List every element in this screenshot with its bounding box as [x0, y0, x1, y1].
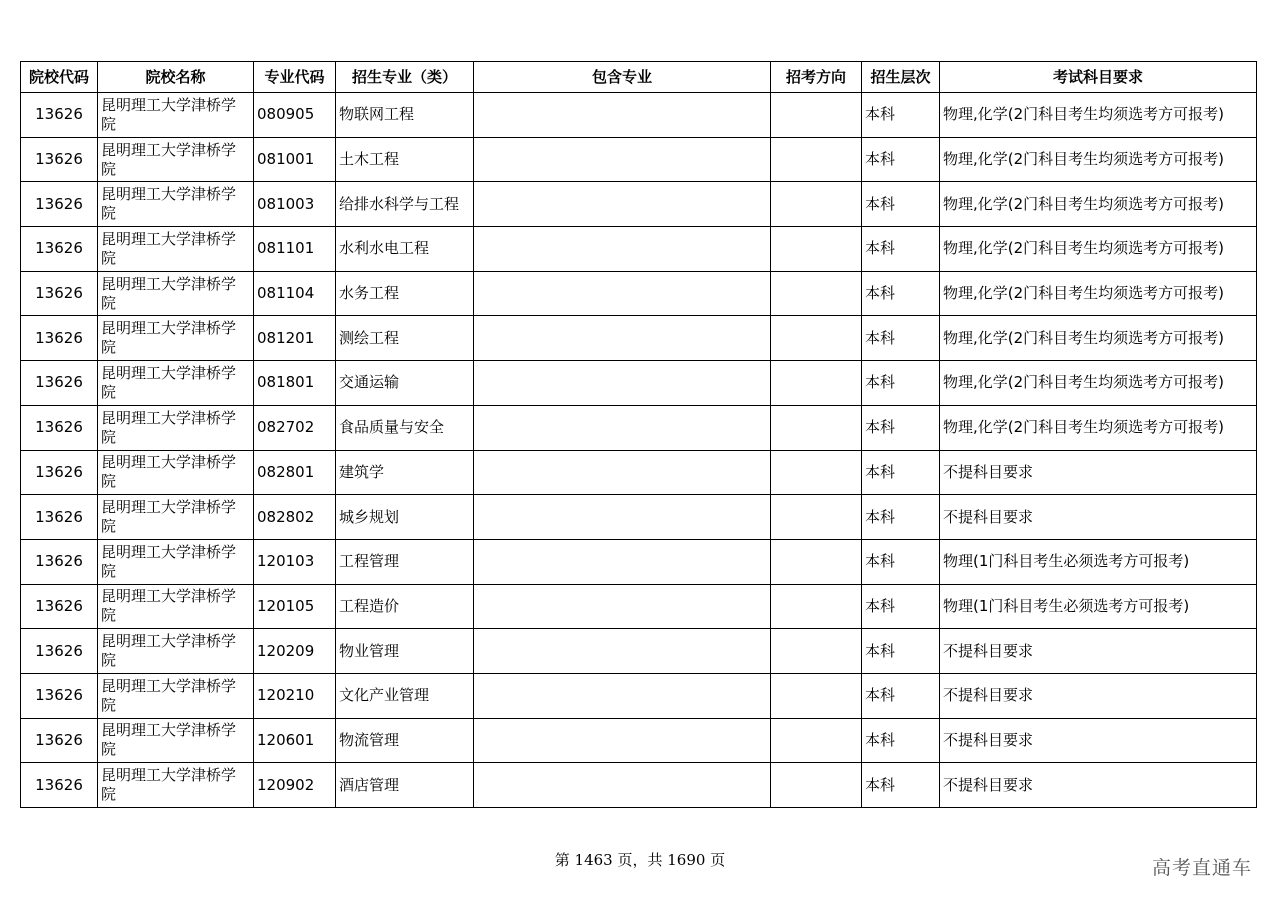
cell-school-code: 13626 [21, 182, 98, 227]
cell-school-name: 昆明理工大学津桥学院 [98, 450, 254, 495]
cell-major-code: 120902 [254, 763, 336, 808]
cell-major: 文化产业管理 [336, 673, 474, 718]
cell-school-name: 昆明理工大学津桥学院 [98, 93, 254, 138]
cell-level: 本科 [862, 629, 940, 674]
cell-major-code: 120103 [254, 539, 336, 584]
cell-major-code: 080905 [254, 93, 336, 138]
cell-level: 本科 [862, 718, 940, 763]
cell-included-majors [474, 450, 771, 495]
cell-school-code: 13626 [21, 316, 98, 361]
cell-requirement: 物理,化学(2门科目考生均须选考方可报考) [940, 93, 1257, 138]
cell-included-majors [474, 539, 771, 584]
cell-school-code: 13626 [21, 629, 98, 674]
header-school-name: 院校名称 [98, 62, 254, 93]
cell-school-name: 昆明理工大学津桥学院 [98, 316, 254, 361]
cell-major-code: 120209 [254, 629, 336, 674]
cell-level: 本科 [862, 182, 940, 227]
cell-direction [771, 182, 862, 227]
cell-school-code: 13626 [21, 450, 98, 495]
cell-major: 水务工程 [336, 271, 474, 316]
cell-included-majors [474, 137, 771, 182]
cell-direction [771, 763, 862, 808]
table-row [21, 405, 1257, 450]
header-row [21, 62, 1257, 93]
table-row [21, 450, 1257, 495]
cell-major: 食品质量与安全 [336, 405, 474, 450]
table-row [21, 539, 1257, 584]
cell-direction [771, 539, 862, 584]
cell-major: 土木工程 [336, 137, 474, 182]
cell-included-majors [474, 316, 771, 361]
cell-direction [771, 316, 862, 361]
cell-requirement: 不提科目要求 [940, 629, 1257, 674]
cell-major-code: 120601 [254, 718, 336, 763]
cell-included-majors [474, 763, 771, 808]
cell-school-code: 13626 [21, 763, 98, 808]
cell-included-majors [474, 271, 771, 316]
cell-requirement: 物理,化学(2门科目考生均须选考方可报考) [940, 227, 1257, 272]
cell-major: 建筑学 [336, 450, 474, 495]
header-major-code: 专业代码 [254, 62, 336, 93]
cell-major-code: 081003 [254, 182, 336, 227]
cell-direction [771, 137, 862, 182]
cell-included-majors [474, 629, 771, 674]
cell-direction [771, 718, 862, 763]
admissions-table [20, 61, 1257, 808]
cell-level: 本科 [862, 93, 940, 138]
cell-school-code: 13626 [21, 271, 98, 316]
table-row [21, 137, 1257, 182]
cell-school-name: 昆明理工大学津桥学院 [98, 718, 254, 763]
cell-included-majors [474, 361, 771, 406]
cell-level: 本科 [862, 227, 940, 272]
cell-major-code: 120210 [254, 673, 336, 718]
cell-included-majors [474, 673, 771, 718]
cell-school-code: 13626 [21, 137, 98, 182]
cell-requirement: 物理,化学(2门科目考生均须选考方可报考) [940, 316, 1257, 361]
table-row [21, 361, 1257, 406]
cell-school-code: 13626 [21, 227, 98, 272]
cell-major: 水利水电工程 [336, 227, 474, 272]
cell-major: 工程管理 [336, 539, 474, 584]
table-row [21, 93, 1257, 138]
cell-requirement: 物理,化学(2门科目考生均须选考方可报考) [940, 137, 1257, 182]
cell-school-name: 昆明理工大学津桥学院 [98, 629, 254, 674]
cell-school-name: 昆明理工大学津桥学院 [98, 584, 254, 629]
cell-direction [771, 405, 862, 450]
table-row [21, 271, 1257, 316]
cell-school-name: 昆明理工大学津桥学院 [98, 361, 254, 406]
cell-school-code: 13626 [21, 405, 98, 450]
cell-direction [771, 450, 862, 495]
cell-school-code: 13626 [21, 584, 98, 629]
cell-level: 本科 [862, 763, 940, 808]
cell-major-code: 081201 [254, 316, 336, 361]
cell-level: 本科 [862, 673, 940, 718]
watermark: 高考直通车 [1151, 857, 1252, 879]
cell-level: 本科 [862, 271, 940, 316]
table-body [21, 93, 1257, 808]
cell-school-name: 昆明理工大学津桥学院 [98, 271, 254, 316]
table-row [21, 227, 1257, 272]
cell-school-code: 13626 [21, 361, 98, 406]
cell-direction [771, 673, 862, 718]
cell-school-name: 昆明理工大学津桥学院 [98, 182, 254, 227]
cell-requirement: 不提科目要求 [940, 673, 1257, 718]
cell-major: 给排水科学与工程 [336, 182, 474, 227]
cell-included-majors [474, 93, 771, 138]
cell-school-code: 13626 [21, 539, 98, 584]
cell-requirement: 不提科目要求 [940, 763, 1257, 808]
cell-direction [771, 361, 862, 406]
cell-major-code: 081101 [254, 227, 336, 272]
header-requirement: 考试科目要求 [940, 62, 1257, 93]
cell-school-code: 13626 [21, 495, 98, 540]
cell-level: 本科 [862, 137, 940, 182]
cell-level: 本科 [862, 495, 940, 540]
cell-major-code: 082802 [254, 495, 336, 540]
table-row [21, 673, 1257, 718]
cell-major-code: 081801 [254, 361, 336, 406]
cell-included-majors [474, 584, 771, 629]
cell-school-name: 昆明理工大学津桥学院 [98, 763, 254, 808]
cell-direction [771, 93, 862, 138]
cell-school-name: 昆明理工大学津桥学院 [98, 405, 254, 450]
cell-school-name: 昆明理工大学津桥学院 [98, 227, 254, 272]
table-row [21, 584, 1257, 629]
cell-school-name: 昆明理工大学津桥学院 [98, 495, 254, 540]
table-row [21, 718, 1257, 763]
table-row [21, 763, 1257, 808]
table-row [21, 316, 1257, 361]
cell-included-majors [474, 182, 771, 227]
cell-level: 本科 [862, 539, 940, 584]
header-included-majors: 包含专业 [474, 62, 771, 93]
cell-direction [771, 271, 862, 316]
cell-major: 城乡规划 [336, 495, 474, 540]
cell-level: 本科 [862, 584, 940, 629]
cell-included-majors [474, 495, 771, 540]
header-level: 招生层次 [862, 62, 940, 93]
table-row [21, 182, 1257, 227]
cell-major: 物联网工程 [336, 93, 474, 138]
cell-major-code: 082801 [254, 450, 336, 495]
table-row [21, 495, 1257, 540]
cell-major: 测绘工程 [336, 316, 474, 361]
header-school-code: 院校代码 [21, 62, 98, 93]
cell-school-code: 13626 [21, 718, 98, 763]
cell-requirement: 物理(1门科目考生必须选考方可报考) [940, 539, 1257, 584]
table-row [21, 629, 1257, 674]
cell-requirement: 物理,化学(2门科目考生均须选考方可报考) [940, 405, 1257, 450]
cell-major-code: 120105 [254, 584, 336, 629]
cell-school-code: 13626 [21, 673, 98, 718]
cell-requirement: 不提科目要求 [940, 495, 1257, 540]
cell-major-code: 082702 [254, 405, 336, 450]
cell-school-name: 昆明理工大学津桥学院 [98, 539, 254, 584]
cell-school-code: 13626 [21, 93, 98, 138]
cell-level: 本科 [862, 450, 940, 495]
cell-requirement: 物理,化学(2门科目考生均须选考方可报考) [940, 361, 1257, 406]
cell-major: 交通运输 [336, 361, 474, 406]
cell-major: 物业管理 [336, 629, 474, 674]
cell-school-name: 昆明理工大学津桥学院 [98, 673, 254, 718]
cell-direction [771, 495, 862, 540]
cell-school-name: 昆明理工大学津桥学院 [98, 137, 254, 182]
header-direction: 招考方向 [771, 62, 862, 93]
cell-level: 本科 [862, 361, 940, 406]
cell-major: 酒店管理 [336, 763, 474, 808]
cell-major-code: 081104 [254, 271, 336, 316]
cell-requirement: 物理,化学(2门科目考生均须选考方可报考) [940, 271, 1257, 316]
cell-major: 物流管理 [336, 718, 474, 763]
cell-requirement: 物理(1门科目考生必须选考方可报考) [940, 584, 1257, 629]
header-major: 招生专业（类） [336, 62, 474, 93]
cell-direction [771, 227, 862, 272]
cell-requirement: 不提科目要求 [940, 718, 1257, 763]
cell-major: 工程造价 [336, 584, 474, 629]
cell-level: 本科 [862, 405, 940, 450]
cell-level: 本科 [862, 316, 940, 361]
page-footer: 第 1463 页，共 1690 页 [554, 851, 726, 869]
cell-requirement: 物理,化学(2门科目考生均须选考方可报考) [940, 182, 1257, 227]
cell-direction [771, 584, 862, 629]
cell-direction [771, 629, 862, 674]
cell-included-majors [474, 718, 771, 763]
cell-included-majors [474, 227, 771, 272]
cell-included-majors [474, 405, 771, 450]
cell-major-code: 081001 [254, 137, 336, 182]
cell-requirement: 不提科目要求 [940, 450, 1257, 495]
